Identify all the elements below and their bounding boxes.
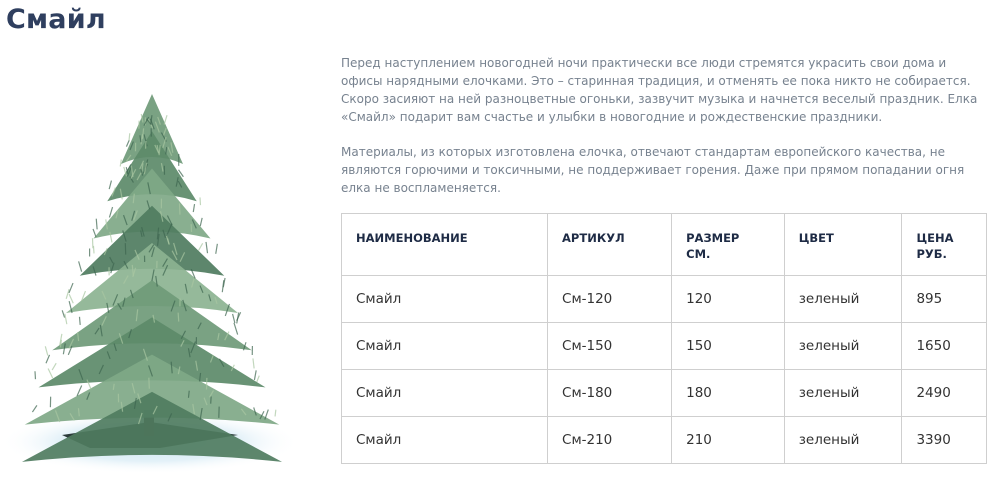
header-size — [672, 214, 785, 276]
description-block — [341, 54, 981, 214]
header-size-line2: СМ. — [686, 247, 711, 261]
header-color: ЦВЕТ — [784, 214, 902, 276]
description-paragraph-1: Перед наступлением новогодней ночи практически все люди стремятся украсить свои дома и офисы нарядными елочками. Это – старинная традиция, и отменять ее пока никто не собирается. Скоро засияют на ней разноцветные огоньки, зазвучит музыка и начнется веселый праздник. Елка «Смайл» подарит вам счастье и улыбки в новогодние и рождественские праздники. — [341, 56, 978, 124]
cell-name: Смайл — [342, 323, 548, 370]
cell-name: Смайл — [342, 417, 548, 464]
page-title: Смайл — [6, 4, 106, 35]
cell-article: См-120 — [548, 276, 672, 323]
cell-size: 180 — [672, 370, 785, 417]
cell-article: См-150 — [548, 323, 672, 370]
christmas-tree-image — [0, 80, 310, 475]
table-row — [342, 370, 987, 417]
header-article: АРТИКУЛ — [548, 214, 672, 276]
cell-price: 895 — [902, 276, 987, 323]
cell-name: Смайл — [342, 370, 548, 417]
table-header-row — [342, 214, 987, 276]
table-row — [342, 276, 987, 323]
cell-price: 2490 — [902, 370, 987, 417]
cell-color: зеленый — [784, 323, 902, 370]
table-row — [342, 323, 987, 370]
price-table — [341, 213, 987, 464]
cell-size: 150 — [672, 323, 785, 370]
cell-article: См-180 — [548, 370, 672, 417]
header-size-line1: РАЗМЕР — [686, 231, 740, 245]
cell-name: Смайл — [342, 276, 548, 323]
header-name: НАИМЕНОВАНИЕ — [342, 214, 548, 276]
header-price-line1: ЦЕНА — [916, 231, 954, 245]
cell-color: зеленый — [784, 276, 902, 323]
header-price-line2: РУБ. — [916, 247, 947, 261]
cell-price: 3390 — [902, 417, 987, 464]
cell-price: 1650 — [902, 323, 987, 370]
cell-color: зеленый — [784, 370, 902, 417]
header-price — [902, 214, 987, 276]
description-paragraph-2: Материалы, из которых изготовлена елочка, отвечают стандартам европейского качества, не являются горючими и токсичными, не поддерживает горения. Даже при прямом попадании огня елка не воспламеняется. — [341, 145, 965, 195]
cell-article: См-210 — [548, 417, 672, 464]
cell-color: зеленый — [784, 417, 902, 464]
cell-size: 120 — [672, 276, 785, 323]
cell-size: 210 — [672, 417, 785, 464]
table-row — [342, 417, 987, 464]
